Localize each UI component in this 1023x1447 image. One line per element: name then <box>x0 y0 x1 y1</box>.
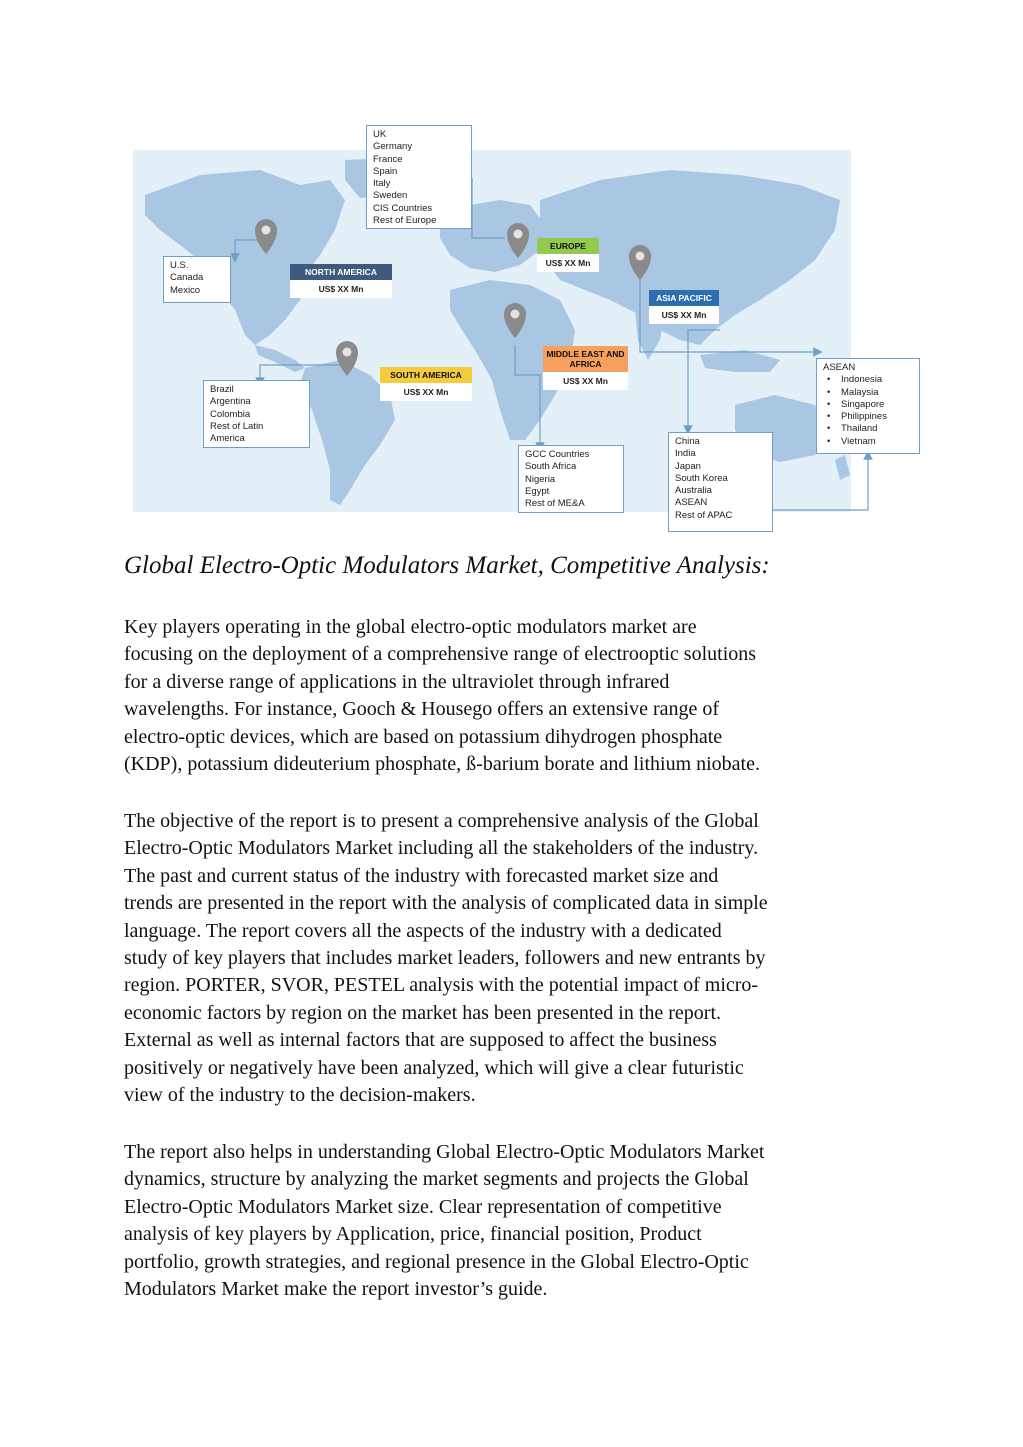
country-list-item: India <box>675 448 696 460</box>
paragraph-line: trends are presented in the report with the analysis of complicated data in simple <box>124 892 768 915</box>
middle-east-africa-country-list <box>518 445 624 513</box>
paragraph-line: The report also helps in understanding Global Electro-Optic Modulators Market <box>124 1141 765 1163</box>
asean-country-list <box>816 358 920 454</box>
asia-pacific-country-list <box>668 432 773 532</box>
south-america-region-name: SOUTH AMERICA <box>380 367 472 383</box>
middle-east-africa-region-label <box>543 346 628 390</box>
country-list-item: U.S. <box>170 260 189 271</box>
middle-east-africa-region-name: MIDDLE EAST AND AFRICA <box>543 346 628 372</box>
south-america-region-value: US$ XX Mn <box>380 383 472 401</box>
paragraph-line: electro-optic devices, which are based on potassium dihydrogen phosphate <box>124 725 723 748</box>
country-list-item: Germany <box>373 141 413 153</box>
paragraph-line: Electro-Optic Modulators Market including all the stakeholders of the industry. <box>124 837 759 860</box>
paragraph-line: economic factors by region on the market has been presented in the report. <box>124 1001 722 1024</box>
asean-country-item: • Indonesia <box>823 374 913 386</box>
country-list-item: Rest of Europe <box>373 215 437 227</box>
paragraph-line: view of the industry to the decision-makers. <box>124 1084 476 1107</box>
paragraph-line: for a diverse range of applications in the ultraviolet through infrared <box>124 670 670 693</box>
asia-pacific-region-label <box>649 290 719 324</box>
paragraph-line: language. The report covers all the aspects of the industry with a dedicated <box>124 919 722 942</box>
paragraph-line: Key players operating in the global electro-optic modulators market are <box>124 616 697 638</box>
country-list-item: Argentina <box>210 396 251 408</box>
country-list-item: ASEAN <box>675 497 708 509</box>
north-america-country-list <box>163 256 231 303</box>
country-list-item: Australia <box>675 485 712 497</box>
country-list-item: Canada <box>170 272 204 284</box>
europe-region-label <box>537 238 599 272</box>
north-america-region-name: NORTH AMERICA <box>290 264 392 280</box>
paragraph-line: region. PORTER, SVOR, PESTEL analysis with the potential impact of micro- <box>124 974 759 997</box>
country-list-item: South Africa <box>525 461 577 473</box>
country-list-item: Egypt <box>525 485 550 497</box>
country-list-item: America <box>210 433 245 445</box>
paragraph-line: portfolio, growth strategies, and regional presence in the Global Electro-Optic <box>124 1250 749 1273</box>
paragraph-key-players <box>124 614 904 778</box>
asean-list-items <box>823 374 913 448</box>
asean-list-title: ASEAN <box>823 362 856 373</box>
country-list-item: Rest of APAC <box>675 509 733 521</box>
country-list-item: Sweden <box>373 190 408 202</box>
paragraph-report-benefits <box>124 1139 904 1303</box>
north-america-region-value: US$ XX Mn <box>290 280 392 298</box>
paragraph-line: External as well as internal factors that are supposed to affect the business <box>124 1029 717 1052</box>
country-list-item: Spain <box>373 165 398 177</box>
paragraph-line: wavelengths. For instance, Gooch & Housego offers an extensive range of <box>124 698 720 721</box>
south-america-region-label <box>380 367 472 401</box>
country-list-item: China <box>675 436 700 447</box>
regional-market-map-figure <box>0 0 1023 545</box>
asean-country-item: • Thailand <box>823 423 913 435</box>
middle-east-africa-region-value: US$ XX Mn <box>543 372 628 390</box>
paragraph-line: focusing on the deployment of a comprehensive range of electrooptic solutions <box>124 643 757 666</box>
europe-region-value: US$ XX Mn <box>537 254 599 272</box>
country-list-item: Rest of ME&A <box>525 498 585 510</box>
section-heading: Global Electro-Optic Modulators Market, Competitive Analysis: <box>124 552 770 579</box>
paragraph-line: dynamics, structure by analyzing the market segments and projects the Global <box>124 1168 749 1191</box>
europe-region-name: EUROPE <box>537 238 599 254</box>
world-map <box>0 0 1023 545</box>
asean-country-item: • Malaysia <box>823 387 913 399</box>
country-list-item: GCC Countries <box>525 449 590 460</box>
country-list-item: Colombia <box>210 408 251 420</box>
paragraph-line: (KDP), potassium dideuterium phosphate, ß-barium borate and lithium niobate. <box>124 753 760 776</box>
country-list-item: UK <box>373 129 387 140</box>
asean-country-item: • Philippines <box>823 411 913 423</box>
country-list-item: South Korea <box>675 472 728 484</box>
paragraph-line: analysis of key players by Application, price, financial position, Product <box>124 1223 702 1246</box>
country-list-item: Nigeria <box>525 473 556 485</box>
paragraph-line: study of key players that includes market leaders, followers and new entrants by <box>124 947 766 970</box>
asean-country-item: • Singapore <box>823 399 913 411</box>
country-list-item: Rest of Latin <box>210 420 264 432</box>
country-list-item: France <box>373 153 403 165</box>
paragraph-line: Modulators Market make the report investor’s guide. <box>124 1278 548 1301</box>
paragraph-line: The past and current status of the industry with forecasted market size and <box>124 864 719 887</box>
country-list-item: CIS Countries <box>373 202 433 214</box>
asia-pacific-region-name: ASIA PACIFIC <box>649 290 719 306</box>
country-list-item: Mexico <box>170 284 201 296</box>
south-america-country-list <box>203 380 310 448</box>
paragraph-line: Electro-Optic Modulators Market size. Clear representation of competitive <box>124 1195 722 1218</box>
north-america-region-label <box>290 264 392 298</box>
asean-country-item: • Vietnam <box>823 436 913 448</box>
paragraph-report-objective <box>124 808 904 1109</box>
europe-country-list <box>366 125 472 229</box>
country-list-item: Italy <box>373 178 391 190</box>
country-list-item: Japan <box>675 460 701 472</box>
country-list-item: Brazil <box>210 384 234 395</box>
paragraph-line: positively or negatively have been analyzed, which will give a clear futuristic <box>124 1056 744 1079</box>
asia-pacific-region-value: US$ XX Mn <box>649 306 719 324</box>
paragraph-line: The objective of the report is to present a comprehensive analysis of the Global <box>124 810 759 832</box>
